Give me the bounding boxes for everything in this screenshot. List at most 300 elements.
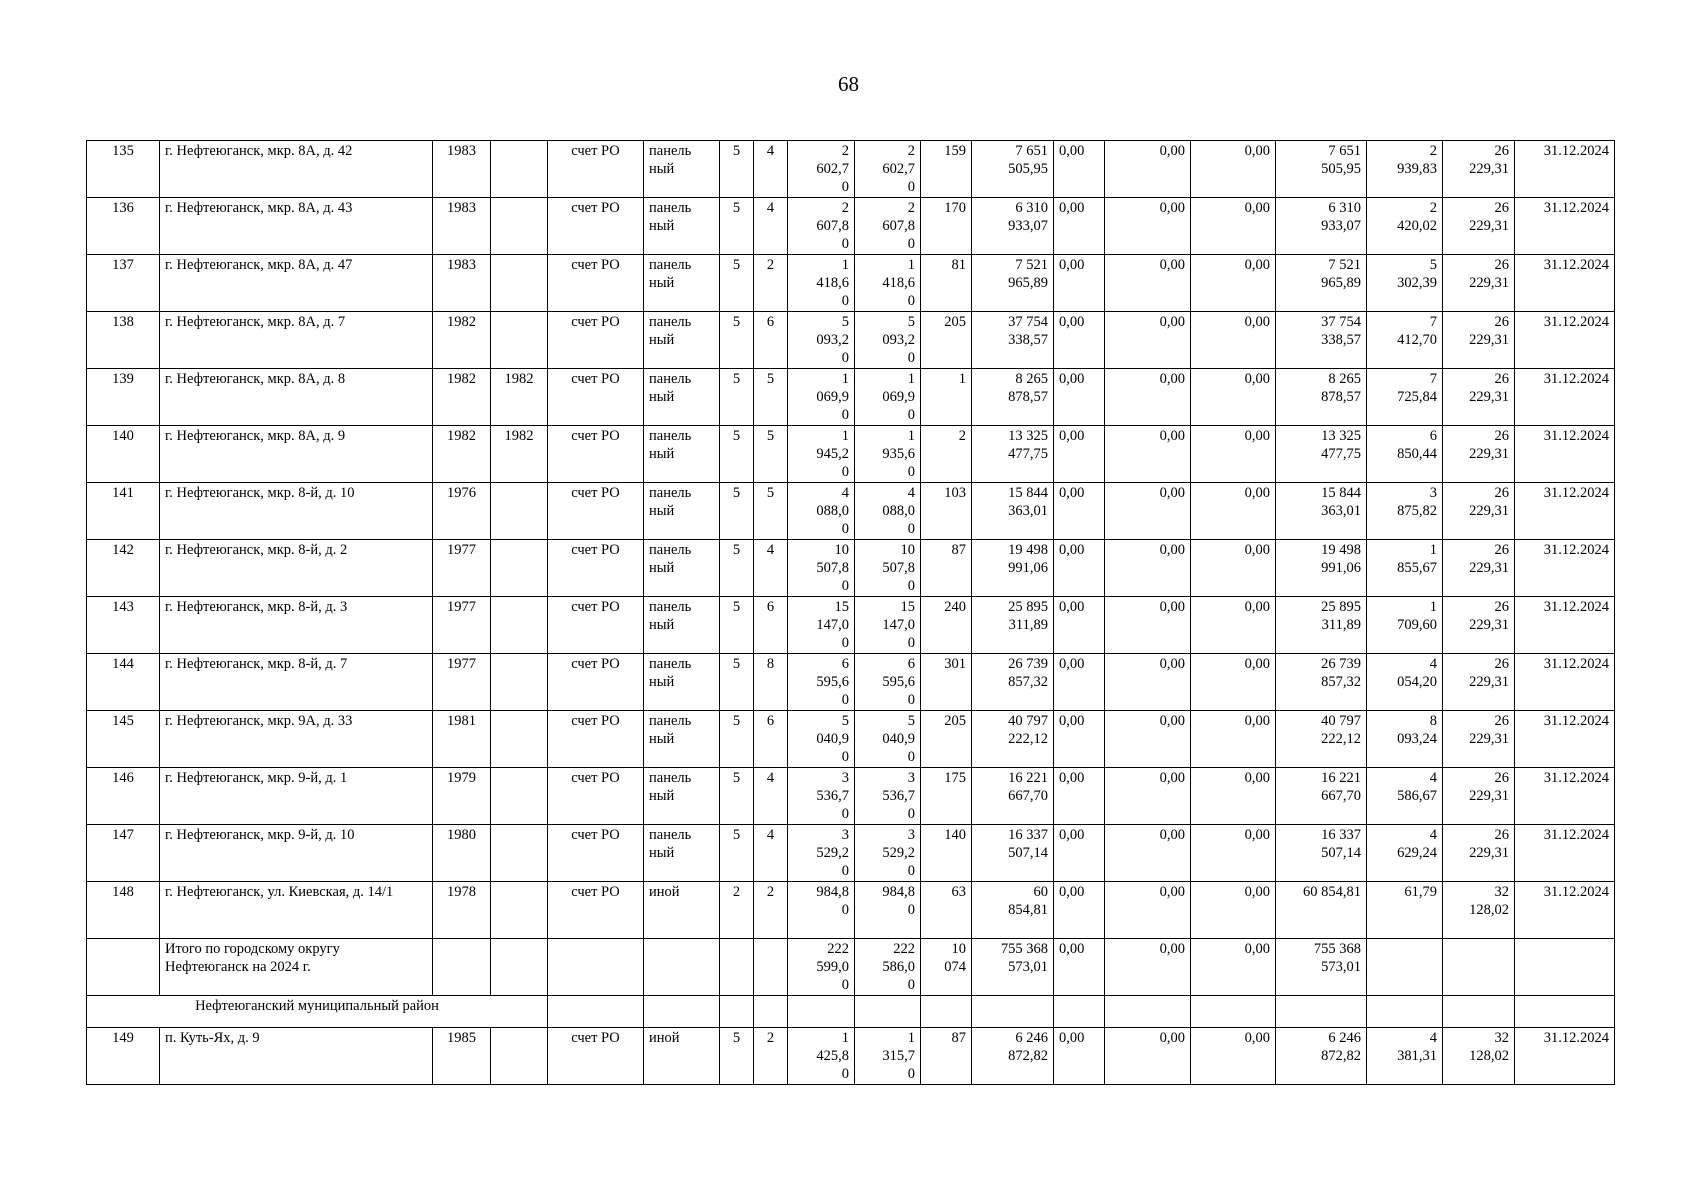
- completion-date-cell: 31.12.2024: [1515, 198, 1615, 255]
- residential-area-cell-line: 0: [907, 635, 915, 651]
- table-row: [87, 882, 1615, 939]
- total-area-cell: [788, 540, 855, 597]
- fund-method-cell: счет РО: [548, 1028, 644, 1085]
- empty-cell: [548, 996, 644, 1028]
- total-area-cell: [788, 654, 855, 711]
- wall-material-cell: [644, 1028, 720, 1085]
- total-area-cell: [788, 1028, 855, 1085]
- cost-budget-local-cell: 0,00: [1105, 597, 1191, 654]
- renovation-year-cell: [491, 939, 548, 996]
- total-cost-cell: [972, 597, 1054, 654]
- residents-cell-line: 140: [944, 827, 966, 843]
- limit-cost-cell: [1443, 540, 1515, 597]
- row-number-cell: 137: [87, 255, 160, 312]
- residential-area-cell-line: 1: [907, 371, 915, 387]
- cost-per-m2-cell-line: 093,24: [1397, 731, 1437, 747]
- residential-area-cell-line: 10: [900, 542, 915, 558]
- residential-area-cell-line: 0: [907, 863, 915, 879]
- address-cell: г. Нефтеюганск, мкр. 8-й, д. 2: [160, 540, 433, 597]
- residents-cell-line: 170: [944, 200, 966, 216]
- cost-per-m2-cell-line: 4: [1429, 1030, 1437, 1046]
- residential-area-cell-line: 1: [907, 428, 915, 444]
- residential-area-cell: [855, 939, 921, 996]
- cost-owners-cell: 0,00: [1191, 312, 1276, 369]
- limit-cost-cell: [1443, 1028, 1515, 1085]
- fund-method-cell: счет РО: [548, 141, 644, 198]
- total-area-cell-line: 984,8: [816, 884, 849, 900]
- total-cost-cell-line: 755 368: [1000, 941, 1048, 957]
- total-area-cell-line: 1: [841, 1030, 849, 1046]
- total-cost-cell-line: 16 221: [1008, 770, 1048, 786]
- commission-year-cell: 1977: [433, 540, 491, 597]
- fund-method-cell: счет РО: [548, 882, 644, 939]
- residents-cell-line: 240: [944, 599, 966, 615]
- cost-per-m2-cell: [1367, 540, 1443, 597]
- limit-cost-cell-line: 229,31: [1469, 560, 1509, 576]
- cost-budget-local-cell: 0,00: [1105, 426, 1191, 483]
- cost-budget-local-cell: 0,00: [1105, 825, 1191, 882]
- total-area-cell-line: 1: [841, 257, 849, 273]
- residents-cell: [921, 1028, 972, 1085]
- residential-area-cell-line: 0: [907, 977, 915, 993]
- residential-area-cell-line: 595,6: [882, 674, 915, 690]
- residential-area-cell-line: 0: [907, 236, 915, 252]
- residents-cell: [921, 369, 972, 426]
- cost-fund-cell-line: 15 844: [1321, 485, 1361, 501]
- cost-per-m2-cell-line: 2: [1429, 143, 1437, 159]
- cost-fund-cell: [1276, 141, 1367, 198]
- total-cost-cell-line: 667,70: [1008, 788, 1048, 804]
- completion-date-cell: 31.12.2024: [1515, 312, 1615, 369]
- commission-year-cell: 1983: [433, 141, 491, 198]
- limit-cost-cell: [1443, 882, 1515, 939]
- residents-cell-line: 301: [944, 656, 966, 672]
- limit-cost-cell: [1443, 426, 1515, 483]
- cost-fund-cell: [1276, 597, 1367, 654]
- table-row: [87, 255, 1615, 312]
- wall-material-cell-line: ный: [649, 446, 675, 462]
- entrances-cell: 5: [754, 369, 788, 426]
- total-cost-cell-line: 25 895: [1008, 599, 1048, 615]
- cost-per-m2-cell-line: 6: [1429, 428, 1437, 444]
- address-cell: г. Нефтеюганск, мкр. 8А, д. 43: [160, 198, 433, 255]
- total-area-cell-line: 425,8: [816, 1048, 849, 1064]
- cost-per-m2-cell: [1367, 1028, 1443, 1085]
- address-cell: г. Нефтеюганск, мкр. 8А, д. 9: [160, 426, 433, 483]
- limit-cost-cell: [1443, 939, 1515, 996]
- total-area-cell-line: 5: [841, 314, 849, 330]
- cost-fund-cell-line: 872,82: [1321, 1048, 1361, 1064]
- renovation-year-cell: [491, 882, 548, 939]
- cost-fund-cell-line: 16 337: [1321, 827, 1361, 843]
- completion-date-cell: 31.12.2024: [1515, 483, 1615, 540]
- limit-cost-cell-line: 26: [1494, 599, 1509, 615]
- fund-method-cell: счет РО: [548, 198, 644, 255]
- entrances-cell: 5: [754, 426, 788, 483]
- cost-per-m2-cell-line: 7: [1429, 314, 1437, 330]
- cost-per-m2-cell: [1367, 141, 1443, 198]
- total-area-cell-line: 602,7: [816, 161, 849, 177]
- wall-material-cell-line: ный: [649, 788, 675, 804]
- table-body: [87, 141, 1615, 1085]
- fund-method-cell: счет РО: [548, 654, 644, 711]
- residents-cell-line: 1: [958, 371, 966, 387]
- renovation-year-cell: [491, 540, 548, 597]
- limit-cost-cell: [1443, 483, 1515, 540]
- residential-area-cell: [855, 312, 921, 369]
- renovation-year-cell: [491, 768, 548, 825]
- address-cell: г. Нефтеюганск, мкр. 8А, д. 42: [160, 141, 433, 198]
- fund-method-cell: счет РО: [548, 255, 644, 312]
- commission-year-cell: 1976: [433, 483, 491, 540]
- cost-owners-cell: 0,00: [1191, 369, 1276, 426]
- row-number-cell: 145: [87, 711, 160, 768]
- cost-fund-cell-line: 60 854,81: [1303, 884, 1361, 900]
- total-cost-cell: [972, 369, 1054, 426]
- empty-cell: [921, 996, 972, 1028]
- limit-cost-cell-line: 229,31: [1469, 674, 1509, 690]
- total-cost-cell-line: 933,07: [1008, 218, 1048, 234]
- floors-cell: 5: [720, 426, 754, 483]
- fund-method-cell: счет РО: [548, 426, 644, 483]
- residential-area-cell-line: 0: [907, 464, 915, 480]
- cost-fund-cell: [1276, 1028, 1367, 1085]
- district-header-row: [87, 996, 1615, 1028]
- empty-cell: [1054, 996, 1105, 1028]
- cost-per-m2-cell-line: 8: [1429, 713, 1437, 729]
- cost-per-m2-cell: [1367, 825, 1443, 882]
- total-area-cell-line: 0: [841, 977, 849, 993]
- total-area-cell-line: 069,9: [816, 389, 849, 405]
- fund-method-cell: счет РО: [548, 483, 644, 540]
- empty-cell: [1443, 996, 1515, 1028]
- completion-date-cell: 31.12.2024: [1515, 255, 1615, 312]
- commission-year-cell: 1979: [433, 768, 491, 825]
- commission-year-cell: 1978: [433, 882, 491, 939]
- total-cost-cell-line: 60: [1033, 884, 1048, 900]
- wall-material-cell-line: панель: [649, 200, 692, 216]
- cost-owners-cell: 0,00: [1191, 825, 1276, 882]
- limit-cost-cell-line: 128,02: [1469, 902, 1509, 918]
- total-area-cell-line: 5: [841, 713, 849, 729]
- cost-per-m2-cell-line: 2: [1429, 200, 1437, 216]
- wall-material-cell-line: ный: [649, 503, 675, 519]
- limit-cost-cell: [1443, 255, 1515, 312]
- floors-cell: 5: [720, 141, 754, 198]
- total-cost-cell: [972, 255, 1054, 312]
- total-area-cell-line: 599,0: [816, 959, 849, 975]
- total-area-cell: [788, 939, 855, 996]
- cost-fund-cell: [1276, 711, 1367, 768]
- floors-cell: 5: [720, 369, 754, 426]
- residential-area-cell: [855, 483, 921, 540]
- floors-cell: 5: [720, 198, 754, 255]
- total-cost-cell-line: 26 739: [1008, 656, 1048, 672]
- total-area-cell-line: 1: [841, 428, 849, 444]
- cost-budget-region-cell: 0,00: [1054, 882, 1105, 939]
- total-area-cell-line: 3: [841, 827, 849, 843]
- fund-method-cell: счет РО: [548, 597, 644, 654]
- row-number-cell: [87, 939, 160, 996]
- residential-area-cell-line: 5: [907, 713, 915, 729]
- cost-budget-local-cell: 0,00: [1105, 369, 1191, 426]
- residential-area-cell-line: 536,7: [882, 788, 915, 804]
- cost-budget-region-cell: 0,00: [1054, 198, 1105, 255]
- total-cost-cell: [972, 312, 1054, 369]
- cost-fund-cell-line: 222,12: [1321, 731, 1361, 747]
- residential-area-cell-line: 0: [907, 521, 915, 537]
- renovation-year-cell: [491, 597, 548, 654]
- total-cost-cell-line: 6 246: [1015, 1030, 1048, 1046]
- wall-material-cell-line: панель: [649, 428, 692, 444]
- total-area-cell-line: 222: [827, 941, 849, 957]
- residential-area-cell-line: 3: [907, 770, 915, 786]
- page-number: 68: [838, 72, 859, 96]
- residential-area-cell: [855, 255, 921, 312]
- total-cost-cell: [972, 198, 1054, 255]
- total-cost-cell-line: 872,82: [1008, 1048, 1048, 1064]
- cost-owners-cell: 0,00: [1191, 255, 1276, 312]
- total-area-cell: [788, 483, 855, 540]
- total-area-cell-line: 529,2: [816, 845, 849, 861]
- renovation-year-cell: [491, 654, 548, 711]
- wall-material-cell: [644, 312, 720, 369]
- residential-area-cell-line: 315,7: [882, 1048, 915, 1064]
- total-area-cell: [788, 711, 855, 768]
- total-cost-cell: [972, 1028, 1054, 1085]
- entrances-cell: 2: [754, 255, 788, 312]
- entrances-cell: 6: [754, 597, 788, 654]
- residential-area-cell-line: 1: [907, 257, 915, 273]
- residents-cell: [921, 540, 972, 597]
- total-cost-cell-line: 8 265: [1015, 371, 1048, 387]
- total-area-cell: [788, 882, 855, 939]
- residential-area-cell-line: 15: [900, 599, 915, 615]
- completion-date-cell: 31.12.2024: [1515, 654, 1615, 711]
- total-area-cell: [788, 369, 855, 426]
- cost-per-m2-cell-line: 1: [1429, 542, 1437, 558]
- cost-fund-cell-line: 6 246: [1328, 1030, 1361, 1046]
- floors-cell: 5: [720, 312, 754, 369]
- cost-budget-region-cell: 0,00: [1054, 654, 1105, 711]
- row-number-cell: 149: [87, 1028, 160, 1085]
- completion-date-cell: 31.12.2024: [1515, 426, 1615, 483]
- cost-fund-cell-line: 19 498: [1321, 542, 1361, 558]
- total-cost-cell-line: 477,75: [1008, 446, 1048, 462]
- cost-fund-cell: [1276, 198, 1367, 255]
- residential-area-cell: [855, 369, 921, 426]
- residents-cell: [921, 255, 972, 312]
- residential-area-cell-line: 0: [907, 806, 915, 822]
- total-area-cell-line: 1: [841, 371, 849, 387]
- fund-method-cell: счет РО: [548, 312, 644, 369]
- table-row: [87, 825, 1615, 882]
- cost-fund-cell-line: 573,01: [1321, 959, 1361, 975]
- cost-owners-cell: 0,00: [1191, 711, 1276, 768]
- cost-fund-cell-line: 667,70: [1321, 788, 1361, 804]
- limit-cost-cell: [1443, 654, 1515, 711]
- cost-fund-cell: [1276, 255, 1367, 312]
- table-row: [87, 483, 1615, 540]
- residential-area-cell-line: 0: [907, 179, 915, 195]
- address-cell: г. Нефтеюганск, мкр. 8А, д. 7: [160, 312, 433, 369]
- floors-cell: 5: [720, 483, 754, 540]
- cost-fund-cell-line: 933,07: [1321, 218, 1361, 234]
- wall-material-cell-line: ный: [649, 674, 675, 690]
- cost-budget-local-cell: 0,00: [1105, 939, 1191, 996]
- cost-fund-cell-line: 13 325: [1321, 428, 1361, 444]
- limit-cost-cell-line: 229,31: [1469, 332, 1509, 348]
- renovation-year-cell: [491, 1028, 548, 1085]
- total-area-cell-line: 418,6: [816, 275, 849, 291]
- cost-budget-region-cell: 0,00: [1054, 711, 1105, 768]
- total-area-cell-line: 0: [841, 179, 849, 195]
- row-number-cell: 140: [87, 426, 160, 483]
- entrances-cell: [754, 939, 788, 996]
- residential-area-cell-line: 0: [907, 1066, 915, 1082]
- cost-per-m2-cell: [1367, 654, 1443, 711]
- total-area-cell-line: 3: [841, 770, 849, 786]
- residents-cell: [921, 312, 972, 369]
- cost-fund-cell: [1276, 426, 1367, 483]
- cost-fund-cell-line: 16 221: [1321, 770, 1361, 786]
- renovation-year-cell: [491, 711, 548, 768]
- fund-method-cell: счет РО: [548, 540, 644, 597]
- limit-cost-cell-line: 26: [1494, 770, 1509, 786]
- cost-budget-region-cell: 0,00: [1054, 768, 1105, 825]
- table-row: [87, 312, 1615, 369]
- table-row: [87, 198, 1615, 255]
- cost-per-m2-cell-line: 629,24: [1397, 845, 1437, 861]
- residential-area-cell-line: 093,2: [882, 332, 915, 348]
- fund-method-cell: счет РО: [548, 369, 644, 426]
- cost-budget-local-cell: 0,00: [1105, 198, 1191, 255]
- cost-budget-local-cell: 0,00: [1105, 882, 1191, 939]
- row-number-cell: 143: [87, 597, 160, 654]
- wall-material-cell-line: панель: [649, 257, 692, 273]
- cost-fund-cell: [1276, 825, 1367, 882]
- total-cost-cell: [972, 654, 1054, 711]
- cost-fund-cell: [1276, 312, 1367, 369]
- cost-budget-region-cell: 0,00: [1054, 312, 1105, 369]
- cost-budget-region-cell: 0,00: [1054, 426, 1105, 483]
- cost-fund-cell: [1276, 654, 1367, 711]
- residential-area-cell: [855, 141, 921, 198]
- total-cost-cell-line: 16 337: [1008, 827, 1048, 843]
- residents-cell: [921, 141, 972, 198]
- residential-area-cell-line: 0: [907, 578, 915, 594]
- floors-cell: 5: [720, 711, 754, 768]
- cost-fund-cell-line: 25 895: [1321, 599, 1361, 615]
- cost-owners-cell: 0,00: [1191, 768, 1276, 825]
- limit-cost-cell-line: 229,31: [1469, 731, 1509, 747]
- total-cost-cell-line: 311,89: [1008, 617, 1048, 633]
- cost-fund-cell-line: 477,75: [1321, 446, 1361, 462]
- completion-date-cell: 31.12.2024: [1515, 597, 1615, 654]
- total-area-cell-line: 0: [841, 635, 849, 651]
- fund-method-cell: счет РО: [548, 825, 644, 882]
- total-area-cell-line: 0: [841, 407, 849, 423]
- residents-cell: [921, 483, 972, 540]
- empty-cell: [1105, 996, 1191, 1028]
- cost-per-m2-cell: [1367, 882, 1443, 939]
- cost-fund-cell-line: 991,06: [1321, 560, 1361, 576]
- total-cost-cell: [972, 939, 1054, 996]
- cost-fund-cell-line: 8 265: [1328, 371, 1361, 387]
- entrances-cell: 5: [754, 483, 788, 540]
- total-area-cell-line: 0: [841, 464, 849, 480]
- renovation-year-cell: [491, 255, 548, 312]
- cost-per-m2-cell-line: 61,79: [1404, 884, 1437, 900]
- row-number-cell: 136: [87, 198, 160, 255]
- empty-cell: [1515, 996, 1615, 1028]
- cost-budget-region-cell: 0,00: [1054, 141, 1105, 198]
- limit-cost-cell: [1443, 312, 1515, 369]
- total-area-cell-line: 0: [841, 578, 849, 594]
- entrances-cell: 6: [754, 312, 788, 369]
- wall-material-cell-line: панель: [649, 314, 692, 330]
- wall-material-cell: [644, 255, 720, 312]
- total-cost-cell: [972, 711, 1054, 768]
- residential-area-cell-line: 935,6: [882, 446, 915, 462]
- completion-date-cell: 31.12.2024: [1515, 882, 1615, 939]
- district-name: Нефтеюганский муниципальный район: [87, 996, 548, 1028]
- total-cost-cell-line: 7 521: [1015, 257, 1048, 273]
- limit-cost-cell-line: 26: [1494, 542, 1509, 558]
- cost-per-m2-cell-line: 4: [1429, 827, 1437, 843]
- renovation-year-cell: 1982: [491, 426, 548, 483]
- wall-material-cell-line: панель: [649, 827, 692, 843]
- total-area-cell-line: 0: [841, 806, 849, 822]
- residents-cell: [921, 768, 972, 825]
- wall-material-cell-line: ный: [649, 845, 675, 861]
- limit-cost-cell-line: 26: [1494, 713, 1509, 729]
- residents-cell-line: 159: [944, 143, 966, 159]
- cost-per-m2-cell-line: 725,84: [1397, 389, 1437, 405]
- wall-material-cell-line: панель: [649, 713, 692, 729]
- residents-cell: [921, 939, 972, 996]
- limit-cost-cell: [1443, 825, 1515, 882]
- residential-area-cell-line: 418,6: [882, 275, 915, 291]
- table-row: [87, 1028, 1615, 1085]
- address-cell: г. Нефтеюганск, мкр. 9-й, д. 10: [160, 825, 433, 882]
- completion-date-cell: 31.12.2024: [1515, 369, 1615, 426]
- total-area-cell-line: 147,0: [816, 617, 849, 633]
- wall-material-cell: [644, 939, 720, 996]
- residential-area-cell-line: 222: [893, 941, 915, 957]
- cost-per-m2-cell-line: 586,67: [1397, 788, 1437, 804]
- cost-per-m2-cell: [1367, 939, 1443, 996]
- cost-budget-region-cell: 0,00: [1054, 597, 1105, 654]
- total-cost-cell: [972, 825, 1054, 882]
- residential-area-cell: [855, 654, 921, 711]
- total-area-cell: [788, 141, 855, 198]
- residents-cell: [921, 597, 972, 654]
- commission-year-cell: 1982: [433, 426, 491, 483]
- cost-per-m2-cell-line: 4: [1429, 770, 1437, 786]
- total-area-cell-line: 0: [841, 863, 849, 879]
- cost-budget-local-cell: 0,00: [1105, 483, 1191, 540]
- entrances-cell: 2: [754, 882, 788, 939]
- residential-area-cell-line: 0: [907, 350, 915, 366]
- cost-per-m2-cell-line: 302,39: [1397, 275, 1437, 291]
- residents-cell-line: 10: [951, 941, 966, 957]
- row-number-cell: 138: [87, 312, 160, 369]
- residents-cell: [921, 825, 972, 882]
- cost-per-m2-cell-line: 381,31: [1397, 1048, 1437, 1064]
- cost-budget-local-cell: 0,00: [1105, 312, 1191, 369]
- limit-cost-cell: [1443, 597, 1515, 654]
